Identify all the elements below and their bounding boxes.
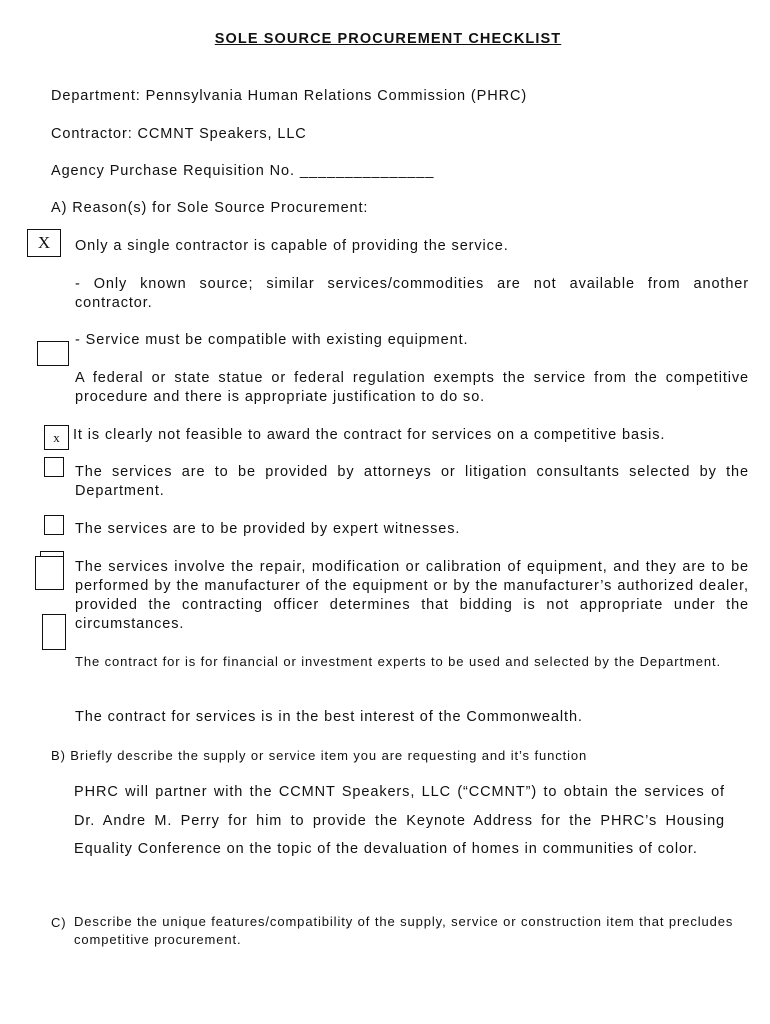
attorneys-text: The services are to be provided by attorneys or litigation consultants selected by the Department.: [75, 464, 749, 499]
attorneys-checkbox[interactable]: [44, 457, 64, 477]
not-feasible-checkbox[interactable]: [44, 425, 69, 450]
department-line: Department: Pennsylvania Human Relations Commission (PHRC): [51, 88, 528, 104]
requisition-line: Agency Purchase Requisition No. _______________: [51, 163, 435, 179]
document-title: SOLE SOURCE PROCUREMENT CHECKLIST: [214, 31, 562, 47]
expert-witnesses-checkbox[interactable]: [44, 515, 64, 535]
expert-witnesses-text: The services are to be provided by expert witnesses.: [75, 521, 461, 537]
compatible-equipment-checkbox[interactable]: [37, 341, 69, 366]
single-contractor-checkbox[interactable]: [27, 229, 61, 257]
section-b-body: PHRC will partner with the CCMNT Speakers, LLC (“CCMNT”) to obtain the services of Dr. Andre M. Perry for him to provide the Keynote Address for the PHRC’s Housing Equality Conference on the topic of the devaluation of homes in communities of color.: [74, 784, 725, 857]
compatible-equipment-text: - Service must be compatible with existing equipment.: [75, 332, 469, 348]
only-known-source-text: - Only known source; similar services/commodities are not available from another contractor.: [75, 276, 749, 311]
single-contractor-text: Only a single contractor is capable of providing the service.: [75, 238, 509, 254]
best-interest-text: The contract for services is in the best interest of the Commonwealth.: [75, 709, 583, 725]
not-feasible-text: It is clearly not feasible to award the contract for services on a competitive basis.: [73, 427, 666, 443]
section-a-heading: A) Reason(s) for Sole Source Procurement:: [51, 200, 369, 216]
section-b-heading: B) Briefly describe the supply or service item you are requesting and it’s function: [51, 748, 588, 763]
repair-checkbox[interactable]: [35, 556, 64, 590]
checkbox-mark: X: [37, 233, 51, 252]
section-c-body: Describe the unique features/compatibility of the supply, service or construction item that precludes competitive procurement.: [74, 914, 734, 947]
checkbox-mark: x: [53, 429, 60, 445]
financial-experts-text: The contract for is for financial or investment experts to be used and selected by the Department.: [75, 654, 722, 669]
federal-exemption-text: A federal or state statue or federal regulation exempts the service from the competitive procedure and there is appropriate justification to do so.: [75, 370, 749, 405]
financial-experts-checkbox[interactable]: [42, 614, 66, 650]
repair-text: The services involve the repair, modification or calibration of equipment, and they are to be performed by the manufacturer of the equipment or by the manufacturer’s authorized dealer, provided the contracting officer determines that bidding is not appropriate under the circumstances.: [75, 559, 749, 632]
contractor-line: Contractor: CCMNT Speakers, LLC: [51, 126, 307, 142]
section-c-label: C): [51, 915, 67, 930]
